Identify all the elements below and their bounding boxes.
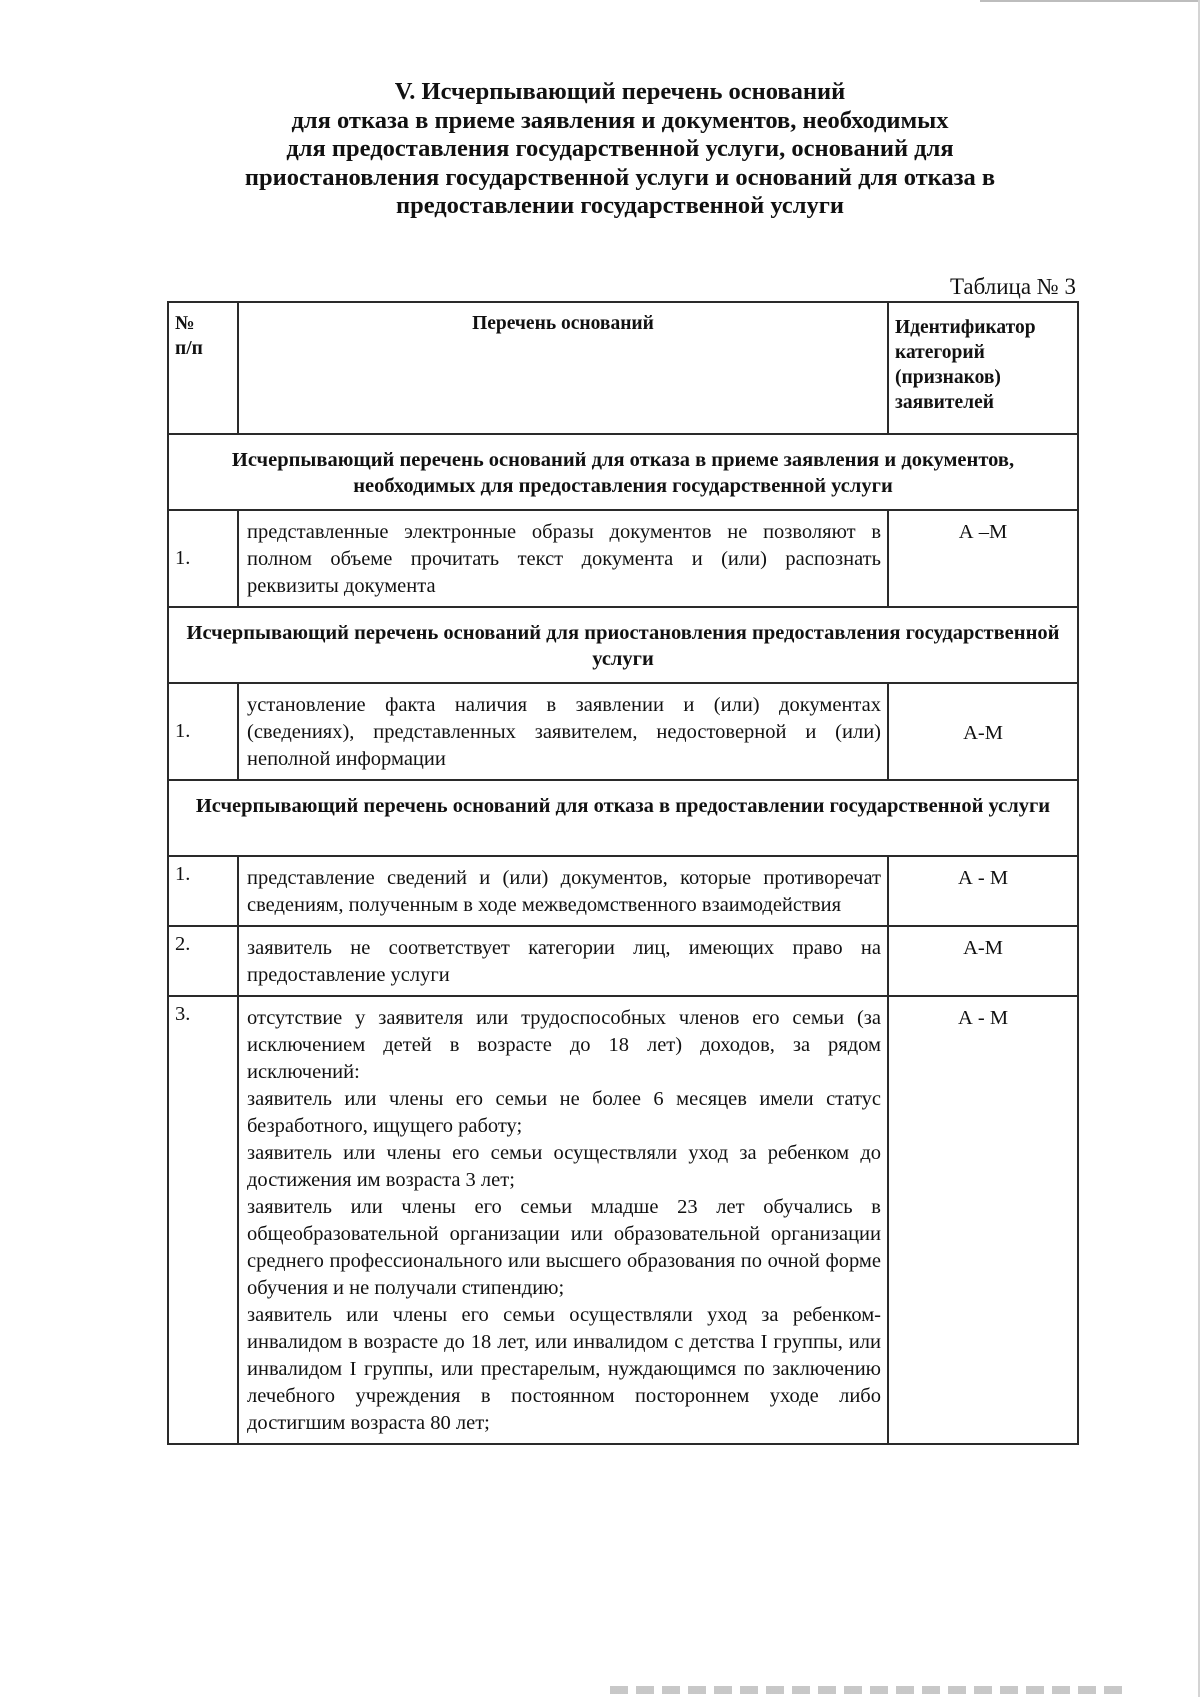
scan-edge-top: [980, 0, 1200, 2]
table-header-row: [168, 302, 1078, 434]
row-text: заявитель не соответствует категории лиц, имеющих право на предоставление услуги: [238, 926, 888, 996]
row-text: установление факта наличия в заявлении и (или) документах (сведениях), представленных заявителем, недостоверной и (или) неполной информации: [238, 683, 888, 780]
table-row: [168, 510, 1078, 607]
section-title: Исчерпывающий перечень оснований для приостановления предоставления государственной услуги: [168, 607, 1078, 683]
section-title: Исчерпывающий перечень оснований для отказа в предоставлении государственной услуги: [168, 780, 1078, 856]
row-identifier: А - М: [888, 996, 1078, 1444]
section-row: [168, 607, 1078, 683]
header-num-line-2: п/п: [175, 338, 203, 359]
header-identifier: [888, 302, 1078, 434]
row-number: 2.: [168, 926, 238, 996]
title-line: для предоставления государственной услуги, оснований для: [286, 135, 954, 162]
row-paragraph: заявитель или члены его семьи осуществляли уход за ребенком-инвалидом в возрасте до 18 лет, или инвалидом с детства I группы, или инвалидом I группы, или престарелым, нуждающимся по заключению лечебного учреждения в постоянном постороннем уходе либо достигшим возраста 80 лет;: [247, 1304, 881, 1434]
table-row: [168, 996, 1078, 1444]
header-num: [168, 302, 238, 434]
table-caption: Таблица № 3: [949, 274, 1076, 299]
row-number: 3.: [168, 996, 238, 1444]
title-line: V. Исчерпывающий перечень оснований: [394, 78, 846, 105]
row-text: представленные электронные образы документов не позволяют в полном объеме прочитать текст документа и (или) распознать реквизиты документа: [238, 510, 888, 607]
row-paragraph: заявитель или члены его семьи не более 6 месяцев имели статус безработного, ищущего работу;: [247, 1088, 881, 1137]
header-identifier-line-4: заявителей: [895, 392, 994, 413]
section-title: Исчерпывающий перечень оснований для отказа в приеме заявления и документов, необходимых для предоставления государственной услуги: [168, 434, 1078, 510]
row-number: 1.: [168, 510, 238, 607]
title-line: для отказа в приеме заявления и документов, необходимых: [291, 106, 949, 134]
title-line: предоставлении государственной услуги: [395, 192, 845, 219]
header-identifier-line-2: категорий: [895, 342, 985, 363]
row-text: [238, 996, 888, 1444]
table-row: [168, 926, 1078, 996]
grounds-table: [167, 301, 1079, 1445]
header-num-line-1: №: [175, 313, 195, 334]
title-line: приостановления государственной услуги и оснований для отказа в: [244, 163, 996, 191]
table-row: [168, 683, 1078, 780]
header-identifier-line-3: (признаков): [895, 367, 1001, 388]
row-number: 1.: [168, 683, 238, 780]
row-identifier: А-М: [888, 683, 1078, 780]
row-text: представление сведений и (или) документов, которые противоречат сведениям, полученным в ходе межведомственного взаимодействия: [238, 856, 888, 926]
scan-artifact: [610, 1686, 1130, 1694]
row-number: 1.: [168, 856, 238, 926]
section-row: [168, 780, 1078, 856]
row-identifier: А - М: [888, 856, 1078, 926]
row-paragraph: заявитель или члены его семьи осуществляли уход за ребенком до достижения им возраста 3 лет;: [247, 1142, 881, 1191]
row-paragraph: заявитель или члены его семьи младше 23 лет обучались в общеобразовательной организации или образовательной организации среднего профессионального или высшего образования по очной форме обучения и не получали стипендию;: [247, 1196, 881, 1299]
row-paragraph: отсутствие у заявителя или трудоспособных членов его семьи (за исключением детей в возрасте до 18 лет) доходов, за рядом исключений:: [247, 1007, 881, 1083]
document-title: [160, 78, 1080, 221]
row-identifier: А –М: [888, 510, 1078, 607]
section-row: [168, 434, 1078, 510]
row-identifier: А-М: [888, 926, 1078, 996]
header-grounds: Перечень оснований: [238, 302, 888, 434]
table-row: [168, 856, 1078, 926]
header-identifier-line-1: Идентификатор: [895, 317, 1036, 338]
